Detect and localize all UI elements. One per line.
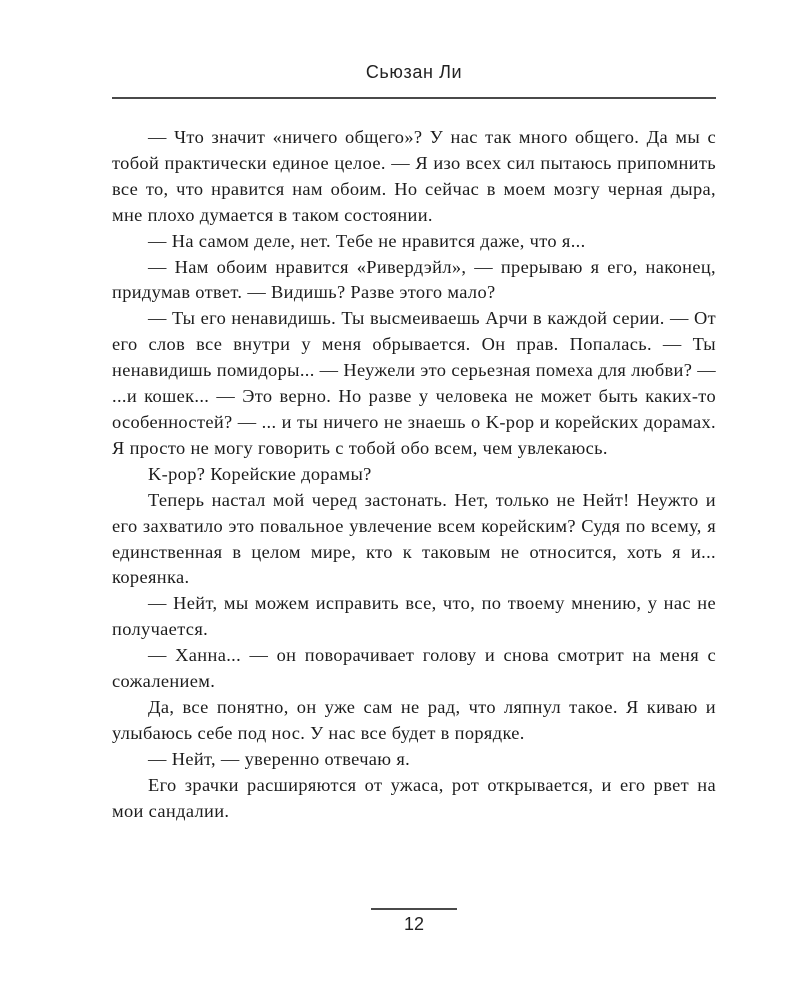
paragraph: — Ханна... — он поворачивает голову и снова смотрит на меня с сожалением. bbox=[112, 645, 716, 692]
paragraph: — Нейт, — уверенно отвечаю я. bbox=[148, 748, 411, 769]
paragraph: — На самом деле, нет. Тебе не нравится даже, что я... bbox=[148, 230, 586, 251]
running-header: Сьюзан Ли bbox=[365, 62, 463, 82]
paragraph: Теперь настал мой черед застонать. Нет, только не Нейт! Неужто и его захватило это повальное увлечение всем корейским? Судя по всему, я единственная в целом мире, кто к таковым не относится, хоть я и... кореянка. bbox=[112, 489, 716, 588]
header-divider bbox=[112, 97, 716, 99]
paragraph: Его зрачки расширяются от ужаса, рот открывается, и его рвет на мои сандалии. bbox=[112, 774, 716, 821]
paragraph: — Нейт, мы можем исправить все, что, по твоему мнению, у нас не получается. bbox=[112, 593, 716, 640]
page-body bbox=[112, 125, 716, 824]
paragraph: — Ты его ненавидишь. Ты высмеиваешь Арчи в каждой серии. — От его слов все внутри у меня обрывается. Он прав. Попалась. — Ты ненавидишь помидоры... — Неужели это серьезная помеха для любви? — ...и кошек... — Это верно. Но разве у человека не может быть каких-то особенностей? — ... и ты ничего не знаешь о K-pop и корейских дорамах. Я просто не могу говорить с тобой обо всем, чем увлекаюсь. bbox=[112, 308, 716, 458]
page-number: 12 bbox=[403, 914, 425, 934]
paragraph: — Нам обоим нравится «Ривердэйл», — прерываю я его, наконец, придумав ответ. — Видишь? Разве этого мало? bbox=[112, 256, 716, 303]
paragraph: — Что значит «ничего общего»? У нас так много общего. Да мы с тобой практически единое целое. — Я изо всех сил пытаюсь припомнить все то, что нравится нам обоим. Но сейчас в моем мозгу черная дыра, мне плохо думается в таком состоянии. bbox=[112, 127, 716, 225]
footer-divider bbox=[371, 908, 457, 910]
paragraph: K-pop? Корейские дорамы? bbox=[148, 463, 372, 484]
paragraph: Да, все понятно, он уже сам не рад, что ляпнул такое. Я киваю и улыбаюсь себе под нос. У нас все будет в порядке. bbox=[112, 696, 716, 743]
